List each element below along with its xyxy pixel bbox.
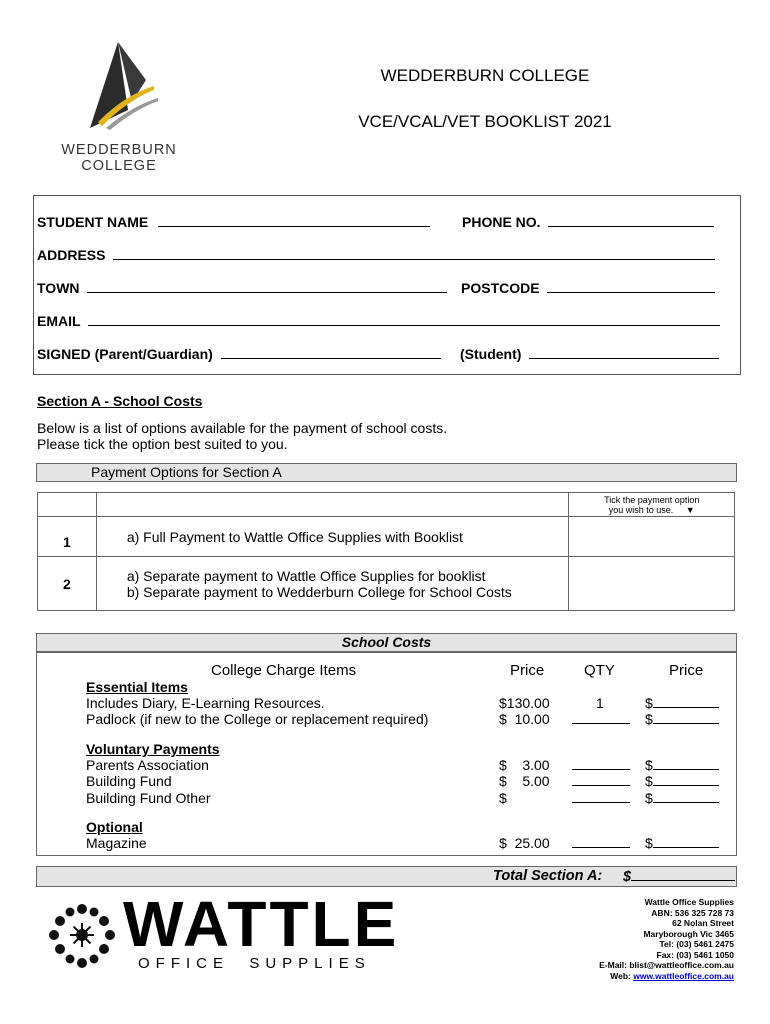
total-field[interactable] — [653, 695, 719, 708]
supplier-tel: Tel: (03) 5461 2475 — [659, 939, 734, 949]
col-college-charge-items: College Charge Items — [211, 662, 357, 679]
cost-price: $ 10.00 — [499, 711, 550, 727]
wattle-brand-sub: OFFICE SUPPLIES — [138, 955, 371, 972]
tick-box-option-2[interactable] — [569, 557, 735, 611]
postcode-label: POSTCODE — [461, 280, 540, 296]
total-dollar: $ — [623, 869, 632, 885]
col-qty: QTY — [584, 662, 615, 679]
total-label: Total Section A: — [493, 868, 603, 884]
college-logo — [50, 40, 190, 180]
cost-price: $ 5.00 — [499, 773, 550, 789]
cost-item: Building Fund Other — [86, 790, 211, 806]
cost-price: $ — [499, 790, 507, 806]
qty-field[interactable] — [572, 790, 630, 803]
voluntary-heading: Voluntary Payments — [86, 741, 220, 757]
phone-label: PHONE NO. — [462, 214, 541, 230]
cost-total-symbol: $ — [645, 835, 653, 851]
payment-table-header-row — [38, 493, 735, 517]
total-section-a-field[interactable] — [631, 868, 735, 881]
option-text: a) Separate payment to Wattle Office Supplies for booklist — [126, 567, 486, 584]
col-price: Price — [510, 662, 545, 679]
payment-options-bar — [36, 463, 737, 482]
supplier-city: Maryborough Vic 3465 — [643, 928, 734, 939]
signed-parent-label: SIGNED (Parent/Guardian) — [37, 346, 213, 362]
signed-parent-field[interactable] — [221, 346, 441, 359]
payment-option-row — [38, 557, 735, 611]
supplier-abn: ABN: 536 325 728 73 — [651, 907, 734, 918]
down-arrow-icon: ▼ — [685, 504, 695, 515]
col-total-price: Price — [669, 662, 704, 679]
page-subtitle: VCE/VCAL/VET BOOKLIST 2021 — [358, 112, 612, 131]
logo-text-line1: WEDDERBURN — [61, 142, 177, 158]
supplier-fax: Fax: (03) 5461 1050 — [656, 949, 734, 960]
cost-price: $130.00 — [499, 695, 550, 711]
option-text: b) Separate payment to Wedderburn College for School Costs — [126, 583, 512, 600]
cost-item: Padlock (if new to the College or replacement required) — [86, 711, 429, 727]
section-a-intro-1: Below is a list of options available for the payment of school costs. — [37, 420, 448, 436]
tick-box-option-1[interactable] — [569, 517, 735, 557]
essential-heading: Essential Items — [86, 679, 188, 695]
cost-item: Building Fund — [86, 773, 172, 789]
supplier-name: Wattle Office Supplies — [644, 897, 734, 907]
qty-field[interactable] — [572, 757, 630, 770]
total-field[interactable] — [653, 790, 719, 803]
cost-item: Magazine — [86, 835, 147, 851]
wattle-logo — [46, 903, 118, 976]
email-field[interactable] — [88, 313, 720, 326]
town-label: TOWN — [37, 280, 80, 296]
page-title: WEDDERBURN COLLEGE — [380, 66, 590, 85]
supplier-web-label: Web: — [610, 970, 634, 981]
cost-total-symbol: $ — [645, 711, 653, 727]
tick-header: Tick the payment option you wish to use. ▼ — [569, 493, 735, 517]
total-field[interactable] — [653, 711, 719, 724]
section-a-intro-2: Please tick the option best suited to you. — [37, 436, 288, 452]
school-costs-bar — [36, 633, 737, 652]
address-label: ADDRESS — [37, 247, 106, 263]
school-costs-title: School Costs — [341, 634, 432, 650]
qty-field[interactable] — [572, 835, 630, 848]
student-name-label: STUDENT NAME — [37, 214, 149, 230]
signed-student-label: (Student) — [460, 346, 522, 362]
postcode-field[interactable] — [547, 280, 715, 293]
sail-logo-icon — [50, 40, 190, 140]
town-field[interactable] — [87, 280, 447, 293]
cost-price: $ 25.00 — [499, 835, 550, 851]
supplier-email[interactable]: E-Mail: blist@wattleoffice.com.au — [599, 960, 734, 970]
cost-total-symbol: $ — [645, 773, 653, 789]
supplier-web-link[interactable]: www.wattleoffice.com.au — [633, 970, 734, 981]
cost-item: Parents Association — [86, 757, 209, 773]
supplier-address — [599, 897, 734, 981]
student-name-field[interactable] — [158, 214, 430, 227]
payment-options-title: Payment Options for Section A — [91, 464, 282, 480]
total-field[interactable] — [653, 835, 719, 848]
option-number: 2 — [38, 557, 97, 611]
cost-total-symbol: $ — [645, 790, 653, 806]
total-field[interactable] — [653, 757, 719, 770]
optional-heading: Optional — [86, 819, 143, 835]
wattle-flower-icon — [46, 903, 118, 971]
supplier-street: 62 Nolan Street — [672, 918, 734, 928]
signed-student-field[interactable] — [529, 346, 719, 359]
option-text: a) Full Payment to Wattle Office Supplies with Booklist — [126, 528, 463, 545]
logo-text-line2: COLLEGE — [81, 158, 157, 174]
cost-item: Includes Diary, E-Learning Resources. — [86, 695, 325, 711]
cost-price: $ 3.00 — [499, 757, 550, 773]
option-number: 1 — [38, 517, 97, 557]
qty-field[interactable] — [572, 773, 630, 786]
address-field[interactable] — [113, 247, 715, 260]
cost-total-symbol: $ — [645, 757, 653, 773]
phone-field[interactable] — [548, 214, 714, 227]
cost-qty: 1 — [596, 695, 604, 711]
total-field[interactable] — [653, 773, 719, 786]
payment-options-table — [37, 492, 735, 611]
total-section-a-bar — [36, 866, 737, 887]
payment-option-row — [38, 517, 735, 557]
email-label: EMAIL — [37, 313, 81, 329]
section-a-heading: Section A - School Costs — [37, 393, 203, 409]
qty-field[interactable] — [572, 711, 630, 724]
wattle-brand: WATTLE — [123, 888, 400, 960]
cost-total-symbol: $ — [645, 695, 653, 711]
